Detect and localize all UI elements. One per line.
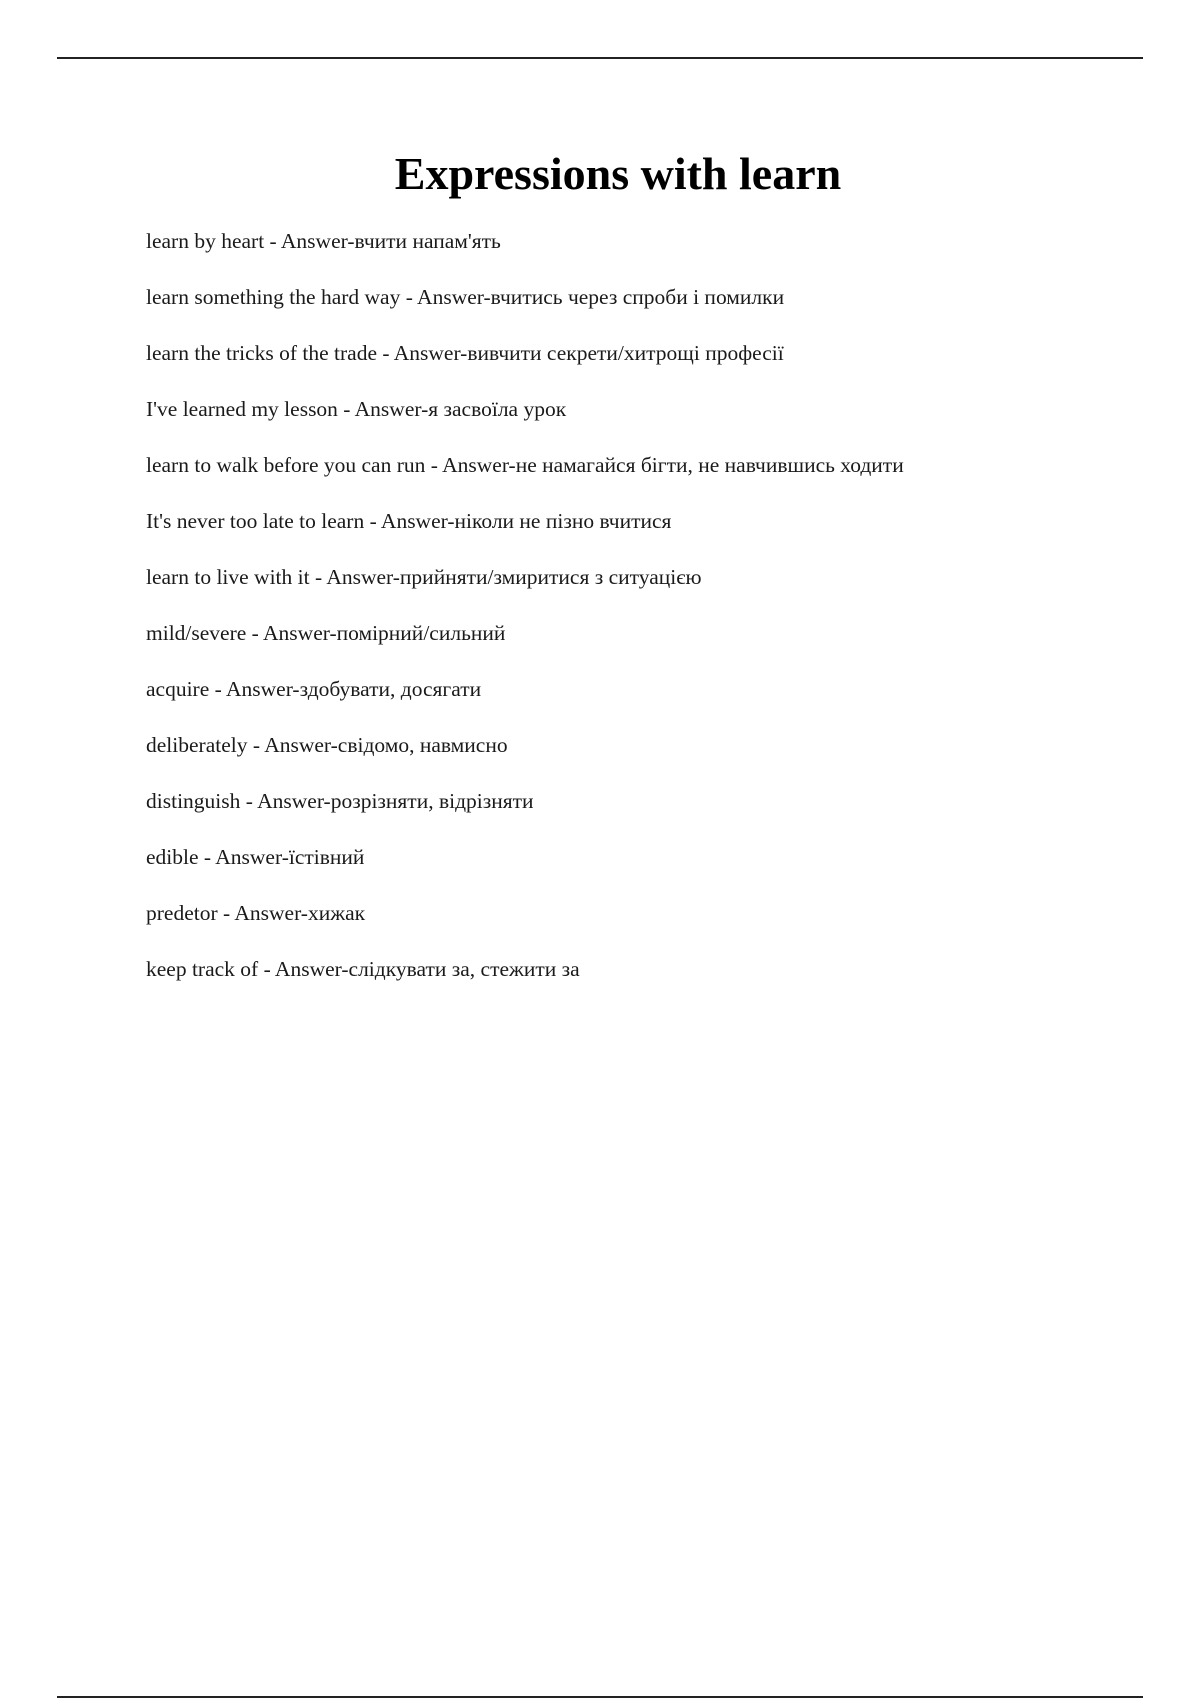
list-item: distinguish - Answer-розрізняти, відрізняти bbox=[146, 789, 534, 813]
page-title: Expressions with learn bbox=[394, 148, 842, 199]
list-item: deliberately - Answer-свідомо, навмисно bbox=[146, 733, 508, 757]
list-item: predetor - Answer-хижак bbox=[146, 901, 366, 925]
list-item: edible - Answer-їстівний bbox=[146, 845, 365, 869]
list-item: learn by heart - Answer-вчити напам'ять bbox=[146, 229, 501, 253]
bottom-rule bbox=[57, 1696, 1143, 1698]
top-rule bbox=[57, 57, 1143, 59]
list-item: keep track of - Answer-слідкувати за, стежити за bbox=[146, 957, 580, 981]
list-item: mild/severe - Answer-помірний/сильний bbox=[146, 621, 506, 645]
list-item: learn to live with it - Answer-прийняти/змиритися з ситуацією bbox=[146, 565, 702, 589]
list-item: acquire - Answer-здобувати, досягати bbox=[146, 677, 482, 701]
list-item: learn to walk before you can run - Answer-не намагайся бігти, не навчившись ходити bbox=[146, 453, 904, 477]
list-item: learn something the hard way - Answer-вчитись через спроби і помилки bbox=[146, 285, 785, 309]
list-item: learn the tricks of the trade - Answer-вивчити секрети/хитрощі професії bbox=[146, 341, 784, 365]
list-item: It's never too late to learn - Answer-ніколи не пізно вчитися bbox=[146, 509, 672, 533]
entry-list bbox=[146, 226, 1146, 1010]
list-item: I've learned my lesson - Answer-я засвоїла урок bbox=[146, 397, 567, 421]
